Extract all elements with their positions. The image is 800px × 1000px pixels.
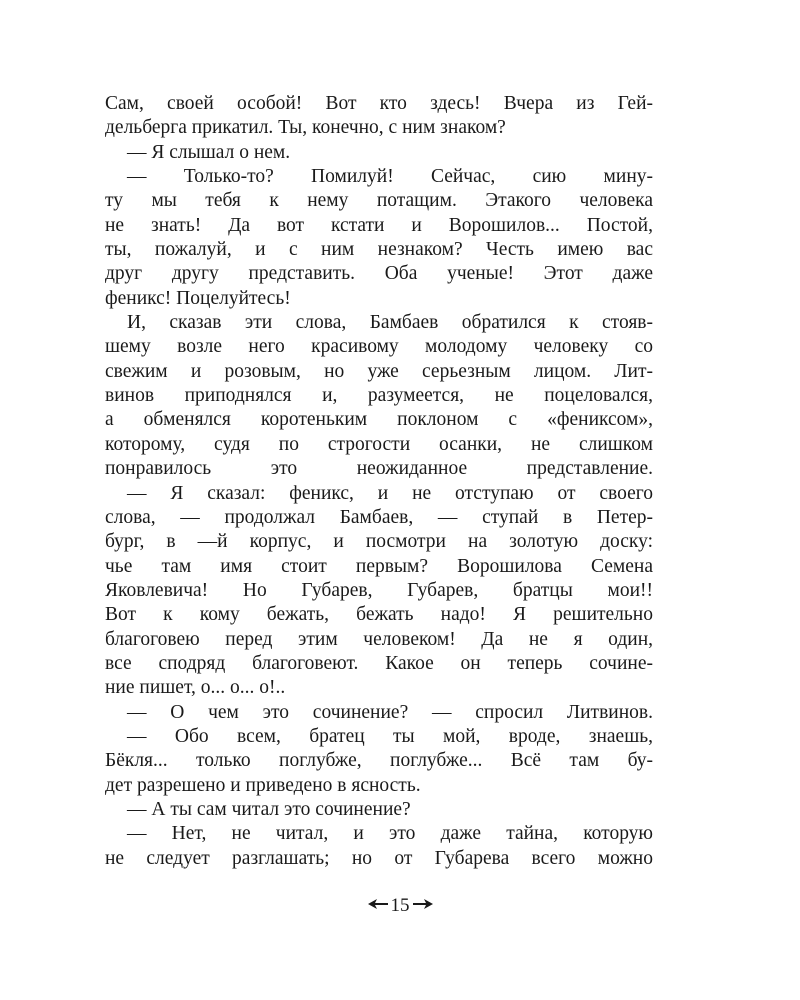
paragraph xyxy=(105,141,653,165)
text-line: — А ты сам читал это сочинение? xyxy=(127,798,411,820)
paragraph xyxy=(105,311,653,481)
text-line: феникс! Поцелуйтесь! xyxy=(105,287,291,309)
text-line: благоговею перед этим человеком! Да не я один, xyxy=(105,628,653,650)
text-line: слова, — продолжал Бамбаев, — ступай в Петер- xyxy=(105,506,653,528)
text-line: Вот к кому бежать, бежать надо! Я решительно xyxy=(105,604,653,626)
text-line: Сам, своей особой! Вот кто здесь! Вчера из Гей- xyxy=(105,93,653,114)
text-line: свежим и розовым, но уже серьезным лицом. Лит- xyxy=(105,360,653,382)
text-line: не следует разглашать; но от Губарева всего можно xyxy=(105,847,653,869)
text-line: — Я сказал: феникс, и не отступаю от своего xyxy=(127,482,653,504)
text-line: — Обо всем, братец ты мой, вроде, знаешь, xyxy=(127,725,653,747)
text-line: друг другу представить. Оба ученые! Этот даже xyxy=(105,263,653,285)
text-line: — Я слышал о нем. xyxy=(127,141,291,163)
text-line: дет разрешено и приведено в ясность. xyxy=(105,774,421,796)
text-line: — Только-то? Помилуй! Сейчас, сию мину- xyxy=(127,166,653,188)
paragraph xyxy=(105,798,653,822)
text-line: ние пишет, о... о... о!.. xyxy=(105,677,286,699)
paragraph xyxy=(105,725,653,798)
text-line: ты, пожалуй, и с ним незнаком? Честь имею вас xyxy=(105,239,653,261)
page-footer xyxy=(0,893,800,918)
paragraph xyxy=(105,701,653,725)
text-line: ту мы тебя к нему потащим. Этакого человека xyxy=(105,190,653,212)
text-line: чье там имя стоит первым? Ворошилова Семена xyxy=(105,555,653,577)
text-line: понравилось это неожиданное представление. xyxy=(105,458,653,480)
paragraph xyxy=(105,165,653,311)
paragraph xyxy=(105,822,653,871)
text-line: — О чем это сочинение? — спросил Литвинов. xyxy=(127,701,653,723)
text-line: винов приподнялся и, разумеется, не поцеловался, xyxy=(105,385,653,407)
text-line: шему возле него красивому молодому человеку со xyxy=(105,336,653,358)
page-number: 15 xyxy=(390,894,410,916)
paragraph xyxy=(105,482,653,701)
text-line: которому, судя по строгости осанки, не слишком xyxy=(105,433,653,455)
text-line: — Нет, не читал, и это даже тайна, которую xyxy=(127,823,653,845)
text-line: не знать! Да вот кстати и Ворошилов... Постой, xyxy=(105,214,653,236)
paragraph xyxy=(105,92,653,141)
left-arrow-ornament-icon xyxy=(368,898,388,910)
body-text xyxy=(105,92,653,871)
text-line: все сподряд благоговеют. Какое он теперь сочине- xyxy=(105,652,653,674)
text-line: И, сказав эти слова, Бамбаев обратился к стояв- xyxy=(127,312,653,334)
text-line: бург, в —й корпус, и посмотри на золотую доску: xyxy=(105,531,653,553)
text-line: дельберга прикатил. Ты, конечно, с ним знаком? xyxy=(105,117,506,139)
text-line: а обменялся коротеньким поклоном с «фениксом», xyxy=(105,409,653,431)
text-line: Яковлевича! Но Губарев, Губарев, братцы мои!! xyxy=(105,579,653,601)
text-line: Бёкля... только поглубже, поглубже... Всё там бу- xyxy=(105,750,653,772)
right-arrow-ornament-icon xyxy=(413,898,433,910)
